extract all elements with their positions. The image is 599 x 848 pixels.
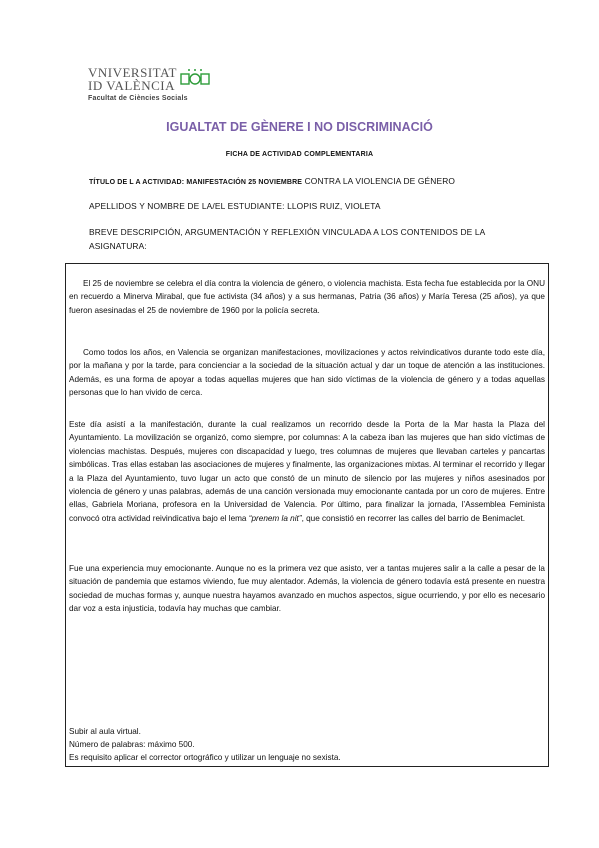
body-paragraph-3-quote: “prenem la nit” xyxy=(248,513,302,523)
description-label: BREVE DESCRIPCIÓN, ARGUMENTACIÓN Y REFLEXIÓN VINCULADA A LOS CONTENIDOS DE LA ASIGNATURA: xyxy=(89,227,485,251)
footer-note-3: Es requisito aplicar el corrector ortográfico y utilizar un lenguaje no sexista. xyxy=(69,753,341,762)
activity-title-label: TÍTULO DE L A ACTIVIDAD: MANIFESTACIÓN 25 NOVIEMBRE xyxy=(89,179,303,186)
body-paragraph-4: Fue una experiencia muy emocionante. Aunque no es la primera vez que asisto, ver a tantas mujeres salir a la calle a pesar de la situación de pandemia que estamos viviendo, fue muy alentador. Además, la violencia de género todavía está presente en nuestra sociedad de muchas formas y, aunque nuestra hayamos avanzado en muchos aspectos, sigue ocurriendo, y por ello es necesario dar voz a esta injusticia, todavía hay muchas que cambiar. xyxy=(69,564,545,614)
student-name-label: APELLIDOS Y NOMBRE DE LA/EL ESTUDIANTE: xyxy=(89,201,285,211)
body-paragraph-1: El 25 de noviembre se celebra el día contra la violencia de género, o violencia machista. Esta fecha fue establecida por la ONU en recuerdo a Minerva Mirabal, que fue activista (34 años) y a sus hermanas, Patria (36 años) y María Teresa (25 años), ya que fueron asesinadas el 25 de noviembre de 1960 por la policía secreta. xyxy=(69,279,545,315)
activity-title-field xyxy=(89,176,455,186)
university-emblem-icon xyxy=(180,68,210,86)
activity-title-value: CONTRA LA VIOLENCIA DE GÉNERO xyxy=(302,176,456,186)
logo-text xyxy=(88,66,188,105)
body-paragraph-2: Como todos los años, en Valencia se organizan manifestaciones, movilizaciones y actos reivindicativos durante todo este día, por la mañana y por la tarde, para concienciar a la sociedad de la situación actual y dar un toque de atención a las instituciones. Además, es una forma de apoyar a todas aquellas mujeres que han sido víctimas de la violencia de género y a todas aquellas personas que lo han vivido de cerca. xyxy=(69,348,545,398)
logo-line-2: ID VALÈNCIA xyxy=(88,78,175,93)
page-title: IGUALTAT DE GÈNERE I NO DISCRIMINACIÓ xyxy=(166,120,433,134)
body-paragraph-3 xyxy=(69,418,545,525)
body-paragraph-3-end: , que consistió en recorrer las calles del barrio de Benimaclet. xyxy=(301,513,526,523)
university-logo xyxy=(88,66,218,110)
logo-line-1: VNIVERSITAT xyxy=(88,65,177,80)
body-paragraph-3-main: Este día asistí a la manifestación, durante la cual realizamos un recorrido desde la Porta de la Mar hasta la Plaza del Ayuntamiento. La movilización se organizó, como siempre, por columnas: A la cabeza iban las mujeres que han sido víctimas de violencias machistas. Después, mujeres con discapacidad y luego, tres columnas de mujeres que llevaban carteles y pancartas simbólicas. Tras ellas estaban las asociaciones de mujeres y finalmente, las organizaciones mixtas. Al terminar el recorrido y llegar a la Plaza del Ayuntamiento, tuvo lugar un acto que constó de un minuto de silencio por las mujeres y niños asesinados por violencia de género y unas palabras, además de una canción versionada muy emocionante cantada por un coro de mujeres. Entre ellas, Gabriela Moriana, profesora en la Universidad de Valencia. Por último, para finalizar la jornada, l’Assemblea Feminista convocó otra actividad reivindicativa bajo el lema xyxy=(69,420,545,523)
page-subtitle: FICHA DE ACTIVIDAD COMPLEMENTARIA xyxy=(225,151,374,158)
student-name-value: LLOPIS RUIZ, VIOLETA xyxy=(284,201,381,211)
student-name-field xyxy=(89,201,381,211)
footer-note-2: Número de palabras: máximo 500. xyxy=(69,740,195,749)
logo-line-3: Facultat de Ciències Socials xyxy=(88,95,188,102)
footer-note-1: Subir al aula virtual. xyxy=(69,727,141,736)
